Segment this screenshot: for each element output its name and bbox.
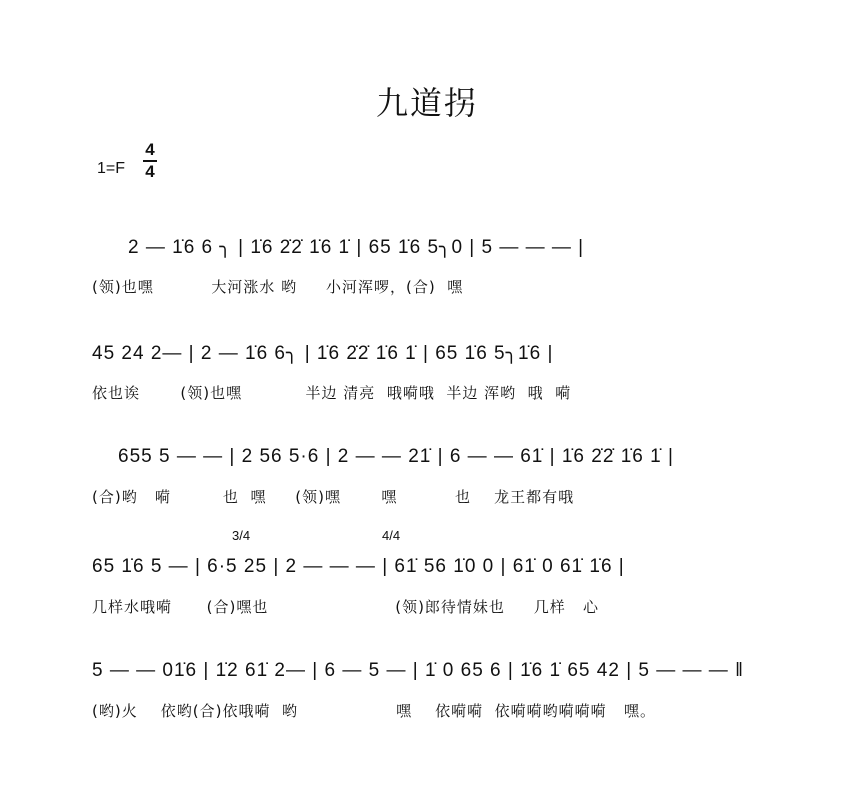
notation-line: 65 1̇6 5 — | 6·5 25 | 2 — — — | 61̇ 56 1̇0 0 | 61̇ 0 61̇ 1̇6 | bbox=[92, 556, 625, 577]
time-signature-top: 4 bbox=[145, 140, 155, 159]
lyrics-line: (合)哟 嗬 也 嘿 (领)嘿 嘿 也 龙王都有哦 bbox=[92, 488, 575, 506]
notation-line: 655 5 — — | 2 56 5·6 | 2 — — 21̇ | 6 — — 61̇ | 1̇6 2̇2̇ 1̇6 1̇ | bbox=[118, 446, 674, 467]
key-signature: 1=F bbox=[97, 160, 126, 177]
score-system-2 bbox=[0, 342, 854, 452]
time-signature bbox=[142, 140, 158, 182]
lyrics-line: 依也诶 (领)也嘿 半边 清亮 哦嗬哦 半边 浑哟 哦 嗬 bbox=[92, 384, 572, 402]
meter-change-annotation: 3/4 bbox=[232, 528, 251, 543]
score-system-1 bbox=[0, 236, 854, 346]
meter-change-annotation: 4/4 bbox=[382, 528, 401, 543]
lyrics-line: 几样水哦嗬 (合)嘿也 (领)郎待情妹也 几样 心 bbox=[92, 598, 600, 616]
notation-line: 45 24 2— | 2 — 1̇6 6╮ | 1̇6 2̇2̇ 1̇6 1̇ | 65 1̇6 5╮1̇6 | bbox=[92, 343, 554, 364]
score-system-5 bbox=[0, 660, 854, 770]
score-system-4 bbox=[0, 528, 854, 666]
lyrics-line: (哟)火 依哟(合)依哦嗬 哟 嘿 依嗬嗬 依嗬嗬哟嗬嗬嗬 嘿。 bbox=[92, 702, 656, 720]
notation-line: 2 — 1̇6 6 ╮ | 1̇6 2̇2̇ 1̇6 1̇ | 65 1̇6 5╮0 | 5 — — — | bbox=[128, 237, 585, 258]
lyrics-line: (领)也嘿 大河涨水 哟 小河浑啰，(合) 嘿 bbox=[92, 278, 464, 296]
song-title: 九道拐 bbox=[375, 84, 478, 122]
score-system-3 bbox=[0, 446, 854, 556]
time-signature-bottom: 4 bbox=[145, 162, 155, 181]
notation-line: 5 — — 01̇6 | 1̇2 61̇ 2— | 6 — 5 — | 1̇ 0 65 6 | 1̇6 1̇ 65 42 | 5 — — — ‖ bbox=[92, 660, 744, 681]
